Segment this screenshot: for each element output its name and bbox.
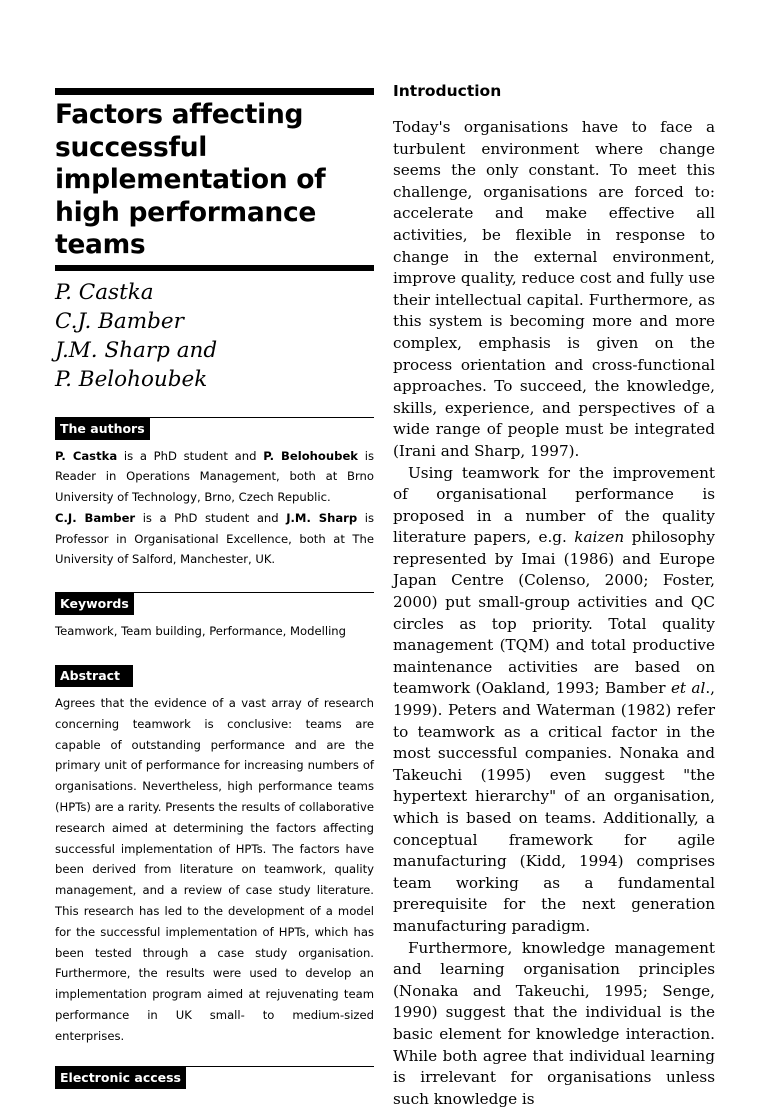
section-label: Electronic access bbox=[55, 1067, 186, 1089]
keywords-text: Teamwork, Team building, Performance, Modelling bbox=[55, 624, 347, 639]
author-ref: C.J. Bamber bbox=[55, 510, 136, 525]
author-ref: P. Castka bbox=[55, 448, 118, 463]
paragraph: Today's organisations have to face a turbulent environment where change seems the only constant. To meet this challenge, organisations are forced to: accelerate and make effective all activities, be flexible in response to change in the external environment, improve quality, reduce cost and fully use their intellectual capital. Furthermore, as this system is becoming more and more complex, emphasis is given on the process orientation and cross-functional approaches. To succeed, the knowledge, skills, experience, and perspectives of a wide range of people must be integrated (Irani and Sharp, 1997). bbox=[393, 118, 715, 460]
paragraph-fragment: ., 1999). Peters and Waterman (1982) refer to teamwork as a critical factor in the most successful companies. Nonaka and Takeuchi (1995) even suggest "the hypertext hierarchy" of an organisation, which is based on teams. Additionally, a conceptual framework for agile manufacturing (Kidd, 1994) comprises team working as a fundamental prerequisite for the next generation manufacturing paradigm. bbox=[393, 679, 715, 935]
authors-list bbox=[55, 278, 374, 394]
author-name: P. Castka bbox=[55, 279, 154, 305]
abstract-text: Agrees that the evidence of a vast array of research concerning teamwork is conclusive: teams are capable of outstanding performance and are the primary unit of performance for increasing numbers of organisations. Nevertheless, high performance teams (HPTs) are a rarity. Presents the results of collaborative research aimed at determining the factors affecting successful implementation of HPTs. The factors have been derived from literature on teamwork, quality management, and a review of case study literature. This research has led to the development of a model for the successful implementation of HPTs, which has been tested through a case study organisation. Furthermore, the results were used to develop an implementation program aimed at rejuvenating team performance in UK small- to medium-sized enterprises. bbox=[55, 696, 374, 1043]
the-authors-text bbox=[55, 446, 374, 571]
paragraph-fragment: philosophy represented by Imai (1986) and Europe Japan Centre (Colenso, 2000; Foster, 2000) put small-group activities and QC circles as top priority. Total quality management (TQM) and total productive maintenance activities are based on teamwork (Oakland, 1993; Bamber bbox=[393, 528, 715, 698]
electronic-access-section bbox=[55, 1066, 374, 1089]
title-top-rule bbox=[55, 88, 374, 95]
author-ref: J.M. Sharp bbox=[286, 510, 358, 525]
authors-text-fragment: is a PhD student and bbox=[135, 510, 287, 525]
author-ref: P. Belohoubek bbox=[263, 448, 359, 463]
the-authors-section bbox=[55, 417, 374, 571]
title-bottom-rule bbox=[55, 265, 374, 271]
authors-text-fragment: is a PhD student and bbox=[117, 448, 264, 463]
right-column bbox=[393, 80, 715, 1110]
paragraph bbox=[393, 463, 715, 938]
section-label: Keywords bbox=[55, 593, 134, 615]
left-column bbox=[55, 88, 374, 1089]
italic-term: et al bbox=[670, 679, 706, 698]
authors-text-fragment: is Professor in Organisational Excellence, both at The University of Salford, Manchester, UK. bbox=[55, 510, 374, 567]
section-label: The authors bbox=[55, 418, 150, 440]
introduction-heading: Introduction bbox=[393, 82, 502, 100]
author-name: P. Belohoubek bbox=[55, 366, 208, 392]
paragraph: Furthermore, knowledge management and learning organisation principles (Nonaka and Takeuchi, 1995; Senge, 1990) suggest that the individual is the basic element for knowledge interaction. While both agree that individual learning is irrelevant for organisations unless such knowledge is bbox=[393, 938, 715, 1108]
authors-text-fragment: is Reader in Operations Management, both at Brno University of Technology, Brno, Czech Republic. bbox=[55, 448, 375, 505]
abstract-section bbox=[55, 664, 374, 1047]
section-label: Abstract bbox=[55, 665, 133, 687]
italic-term: kaizen bbox=[574, 528, 625, 547]
paragraph-fragment: Using teamwork for the improvement of organisational performance is proposed in a number of the quality literature papers, e.g. bbox=[393, 463, 715, 547]
author-name: C.J. Bamber bbox=[55, 308, 184, 334]
keywords-section bbox=[55, 592, 374, 642]
article-title: Factors affecting successful implementation of high performance teams bbox=[55, 99, 326, 260]
author-name: J.M. Sharp and bbox=[55, 337, 218, 363]
